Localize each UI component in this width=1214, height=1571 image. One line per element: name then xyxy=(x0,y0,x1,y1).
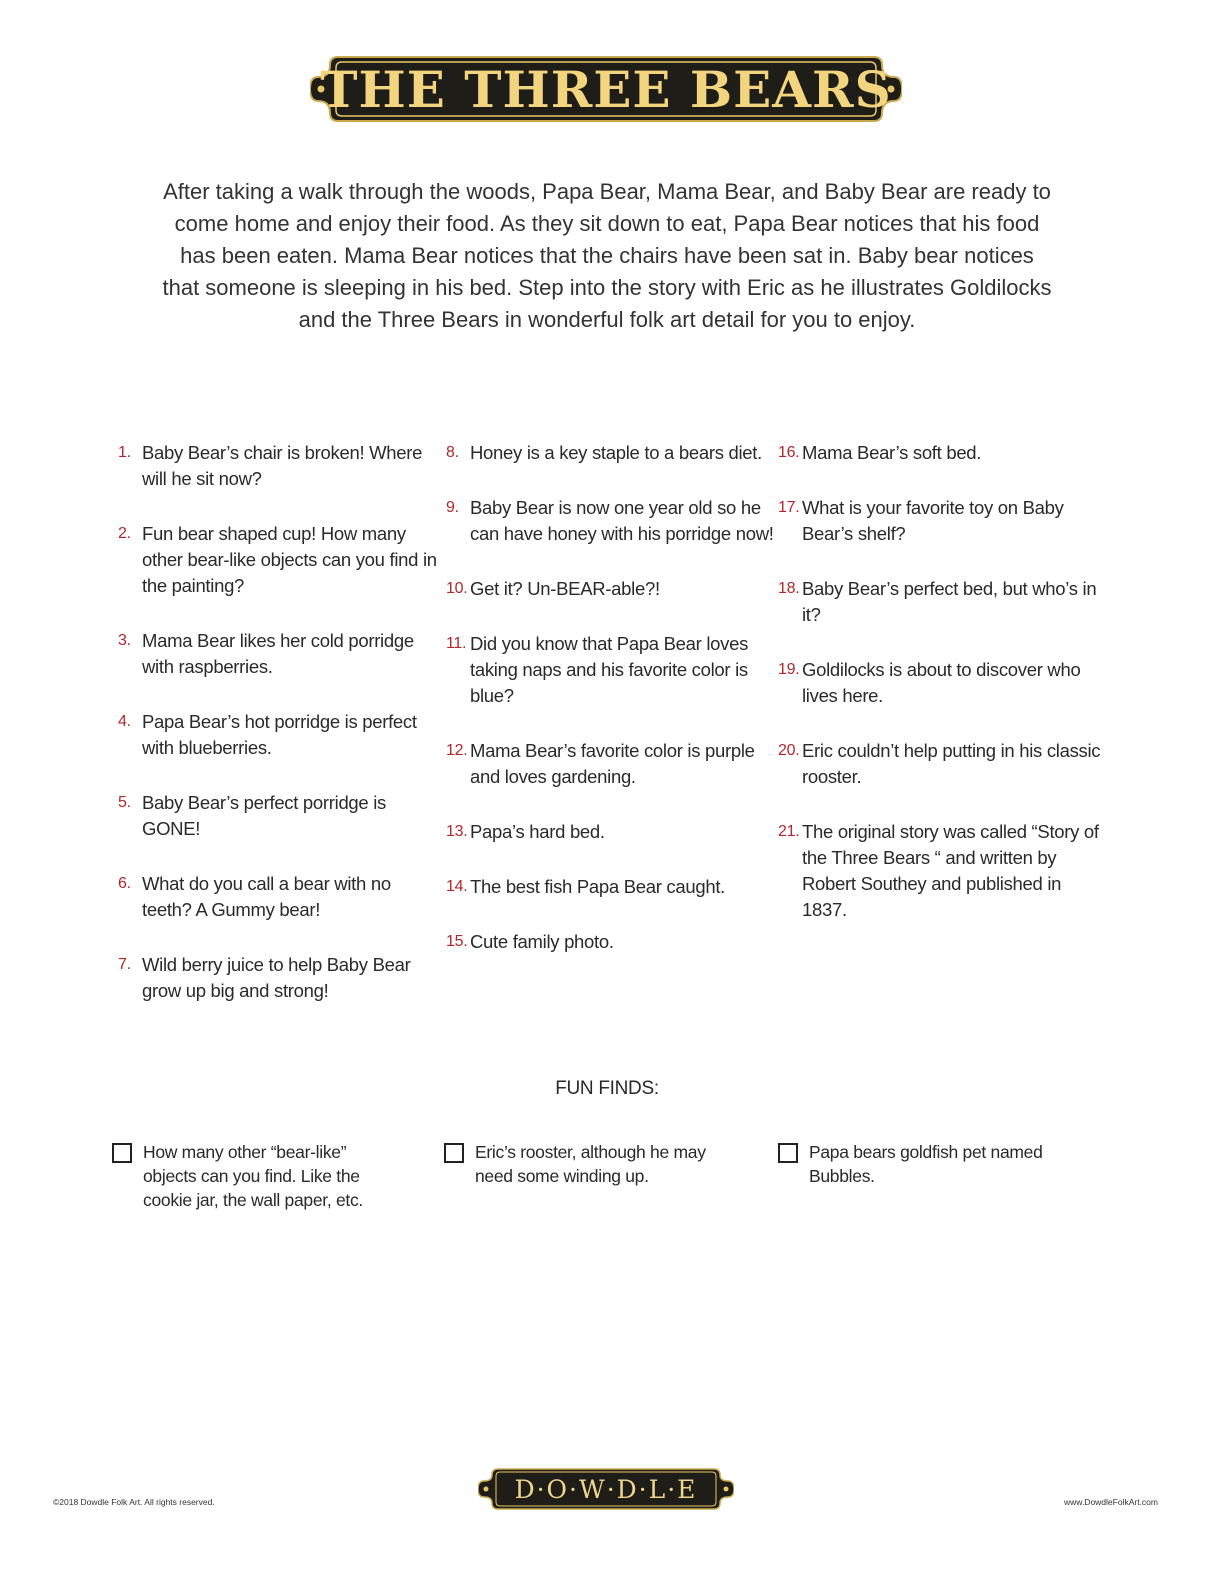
item-text: Papa’s hard bed. xyxy=(470,821,605,842)
item-text: Papa Bear’s hot porridge is perfect with blueberries. xyxy=(142,711,417,758)
list-item xyxy=(446,495,776,547)
list-item xyxy=(778,576,1108,628)
list-item xyxy=(446,738,776,790)
item-number: 18. xyxy=(778,580,800,597)
item-text: Fun bear shaped cup! How many other bear-like objects can you find in the painting? xyxy=(142,523,437,596)
page-title: THE THREE BEARS xyxy=(320,59,892,119)
item-text: What do you call a bear with no teeth? A Gummy bear! xyxy=(142,873,391,920)
list-item xyxy=(778,440,1108,466)
list-item xyxy=(118,952,438,1004)
list-column-3 xyxy=(778,440,1108,952)
list-item xyxy=(446,631,776,709)
item-number: 4. xyxy=(118,713,131,730)
fun-find-text: How many other “bear-like” objects can you find. Like the cookie jar, the wall paper, etc. xyxy=(143,1142,363,1210)
item-text: Cute family photo. xyxy=(470,931,614,952)
list-item xyxy=(446,576,776,602)
item-number: 13. xyxy=(446,823,468,840)
item-text: The best fish Papa Bear caught. xyxy=(470,876,726,897)
item-text: Wild berry juice to help Baby Bear grow up big and strong! xyxy=(142,954,411,1001)
fun-find-checkbox[interactable] xyxy=(778,1143,798,1163)
list-item xyxy=(778,819,1108,923)
list-item xyxy=(118,628,438,680)
list-item xyxy=(118,871,438,923)
fun-find-text: Eric’s rooster, although he may need some winding up. xyxy=(475,1142,706,1186)
item-text: Baby Bear’s chair is broken! Where will he sit now? xyxy=(142,442,423,489)
item-number: 5. xyxy=(118,794,131,811)
fun-find-text: Papa bears goldfish pet named Bubbles. xyxy=(809,1142,1043,1186)
item-number: 20. xyxy=(778,742,800,759)
item-number: 7. xyxy=(118,956,131,973)
item-text: Honey is a key staple to a bears diet. xyxy=(470,442,762,463)
list-item xyxy=(118,521,438,599)
item-number: 12. xyxy=(446,742,468,759)
logo-text: D·O·W·D·L·E xyxy=(514,1474,698,1504)
item-text: Baby Bear’s perfect porridge is GONE! xyxy=(142,792,387,839)
item-number: 11. xyxy=(446,635,467,652)
item-number: 14. xyxy=(446,878,468,895)
title-plaque xyxy=(310,55,902,123)
list-item xyxy=(778,657,1108,709)
item-number: 10. xyxy=(446,580,468,597)
item-text: Mama Bear’s soft bed. xyxy=(802,442,982,463)
item-number: 8. xyxy=(446,444,459,461)
list-item xyxy=(446,819,776,845)
list-column-2 xyxy=(446,440,776,984)
item-text: Goldilocks is about to discover who lives here. xyxy=(802,659,1081,706)
fun-find-checkbox[interactable] xyxy=(444,1143,464,1163)
intro-paragraph: After taking a walk through the woods, Papa Bear, Mama Bear, and Baby Bear are ready to come home and enjoy their food. As they sit down to eat, Papa Bear notices that his food has been eaten. Mama Bear notices that the chairs have been sat in. Baby bear notices that someone is sleeping in his bed. Step into the story with Eric as he illustrates Goldilocks and the Three Bears in wonderful folk art detail for you to enjoy. xyxy=(162,179,1052,332)
item-number: 1. xyxy=(118,444,131,461)
item-number: 19. xyxy=(778,661,800,678)
item-text: The original story was called “Story of the Three Bears “ and written by Robert Southey and published in 1837. xyxy=(802,821,1099,920)
list-item xyxy=(446,440,776,466)
dowdle-logo xyxy=(478,1467,734,1511)
fun-finds-heading: FUN FINDS: xyxy=(555,1078,659,1099)
list-item xyxy=(118,790,438,842)
copyright-notice: ©2018 Dowdle Folk Art. All rights reserved. xyxy=(53,1497,215,1507)
item-number: 6. xyxy=(118,875,131,892)
list-column-1 xyxy=(118,440,438,1033)
item-number: 21. xyxy=(778,823,800,840)
item-text: Get it? Un-BEAR-able?! xyxy=(470,578,660,599)
fun-find-item xyxy=(444,1140,734,1188)
item-number: 15. xyxy=(446,933,468,950)
fun-find-item xyxy=(112,1140,392,1212)
list-item xyxy=(446,874,776,900)
item-number: 17. xyxy=(778,499,800,516)
item-text: Did you know that Papa Bear loves taking naps and his favorite color is blue? xyxy=(470,633,749,706)
item-text: Mama Bear likes her cold porridge with raspberries. xyxy=(142,630,414,677)
item-text: Baby Bear is now one year old so he can have honey with his porridge now! xyxy=(470,497,774,544)
item-text: Baby Bear’s perfect bed, but who’s in it? xyxy=(802,578,1097,625)
fun-find-checkbox[interactable] xyxy=(112,1143,132,1163)
item-number: 9. xyxy=(446,499,459,516)
list-item xyxy=(118,440,438,492)
item-text: Eric couldn’t help putting in his classic rooster. xyxy=(802,740,1101,787)
item-number: 3. xyxy=(118,632,131,649)
list-item xyxy=(778,738,1108,790)
website-url[interactable]: www.DowdleFolkArt.com xyxy=(1064,1497,1158,1507)
list-item xyxy=(446,929,776,955)
item-text: Mama Bear’s favorite color is purple and loves gardening. xyxy=(470,740,755,787)
list-item xyxy=(118,709,438,761)
item-text: What is your favorite toy on Baby Bear’s shelf? xyxy=(802,497,1064,544)
item-number: 2. xyxy=(118,525,131,542)
fun-find-item xyxy=(778,1140,1098,1188)
item-number: 16. xyxy=(778,444,800,461)
list-item xyxy=(778,495,1108,547)
